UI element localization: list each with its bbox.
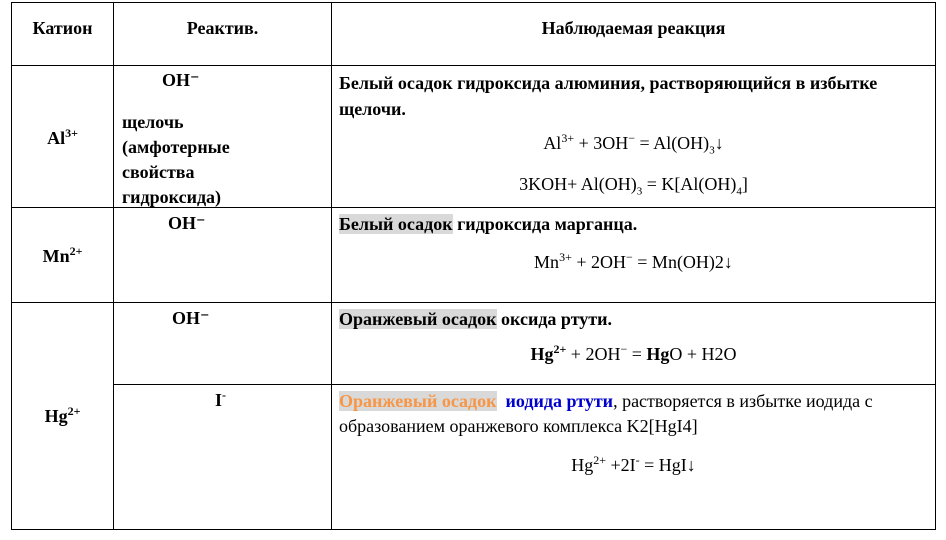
row-divider-mn	[11, 302, 936, 303]
reaction-mn-desc: Белый осадок гидроксида марганца.	[339, 214, 638, 234]
row-divider-header	[11, 65, 936, 66]
column-divider-1	[113, 2, 114, 530]
reaction-hg-i-orange-text: Оранжевый осадок	[339, 391, 497, 411]
reagent-hg-oh: OH⁻	[172, 308, 210, 328]
table-border-top	[11, 2, 936, 3]
cation-hg: $Hg^{2+}$	[44, 404, 81, 426]
header-cation: Катион	[32, 18, 93, 38]
reaction-hg-oh-highlight: Оранжевый осадок	[339, 309, 497, 329]
reaction-al-desc: Белый осадок гидроксида алюминия, растворяющийся в избытке щелочи.	[339, 73, 878, 119]
table-border-bottom	[11, 529, 936, 530]
reaction-mn-eq: $Mn^{3+} + 2OH^-$ = Mn(OH)2↓	[534, 250, 733, 272]
reaction-hg-i-blue-text: иодида ртути	[505, 391, 614, 411]
reaction-mn-highlight: Белый осадок	[339, 214, 453, 234]
reaction-hg-i-desc: Оранжевый осадок иодида ртути, растворяется в избытке иодида с образованием оранжевого комплекса K2[HgI4]	[339, 391, 873, 436]
reagent-hg-i: I-	[215, 388, 227, 410]
row-divider-hg-sub	[113, 384, 936, 385]
table-border-right	[935, 2, 936, 530]
reaction-al-eq2: $3KOH+ Al(OH)_3 = K[Al(OH)_4]$	[519, 174, 748, 198]
header-reagent: Реактив.	[186, 18, 259, 38]
reaction-al-eq1: $Al^{3+} + 3OH^-$ = $Al(OH)_3↓$	[543, 131, 724, 157]
reagent-al-note: щелочь (амфотерные свойства гидроксида)	[122, 112, 230, 207]
cation-mn: $Mn^{2+}$	[42, 244, 83, 266]
reaction-hg-oh-eq: $Hg^{2+} + 2OH^-$ = HgO + H2O	[530, 342, 737, 364]
reagent-mn: OH⁻	[168, 213, 206, 233]
cation-al: $Al^{3+}$	[47, 126, 78, 148]
reaction-hg-oh-desc: Оранжевый осадок оксида ртути.	[339, 309, 613, 329]
reagent-al: OH⁻	[162, 70, 200, 90]
reaction-hg-i-eq: $Hg^{2+} +2I^-$ = HgI↓	[571, 453, 696, 475]
header-reaction: Наблюдаемая реакция	[541, 18, 726, 38]
